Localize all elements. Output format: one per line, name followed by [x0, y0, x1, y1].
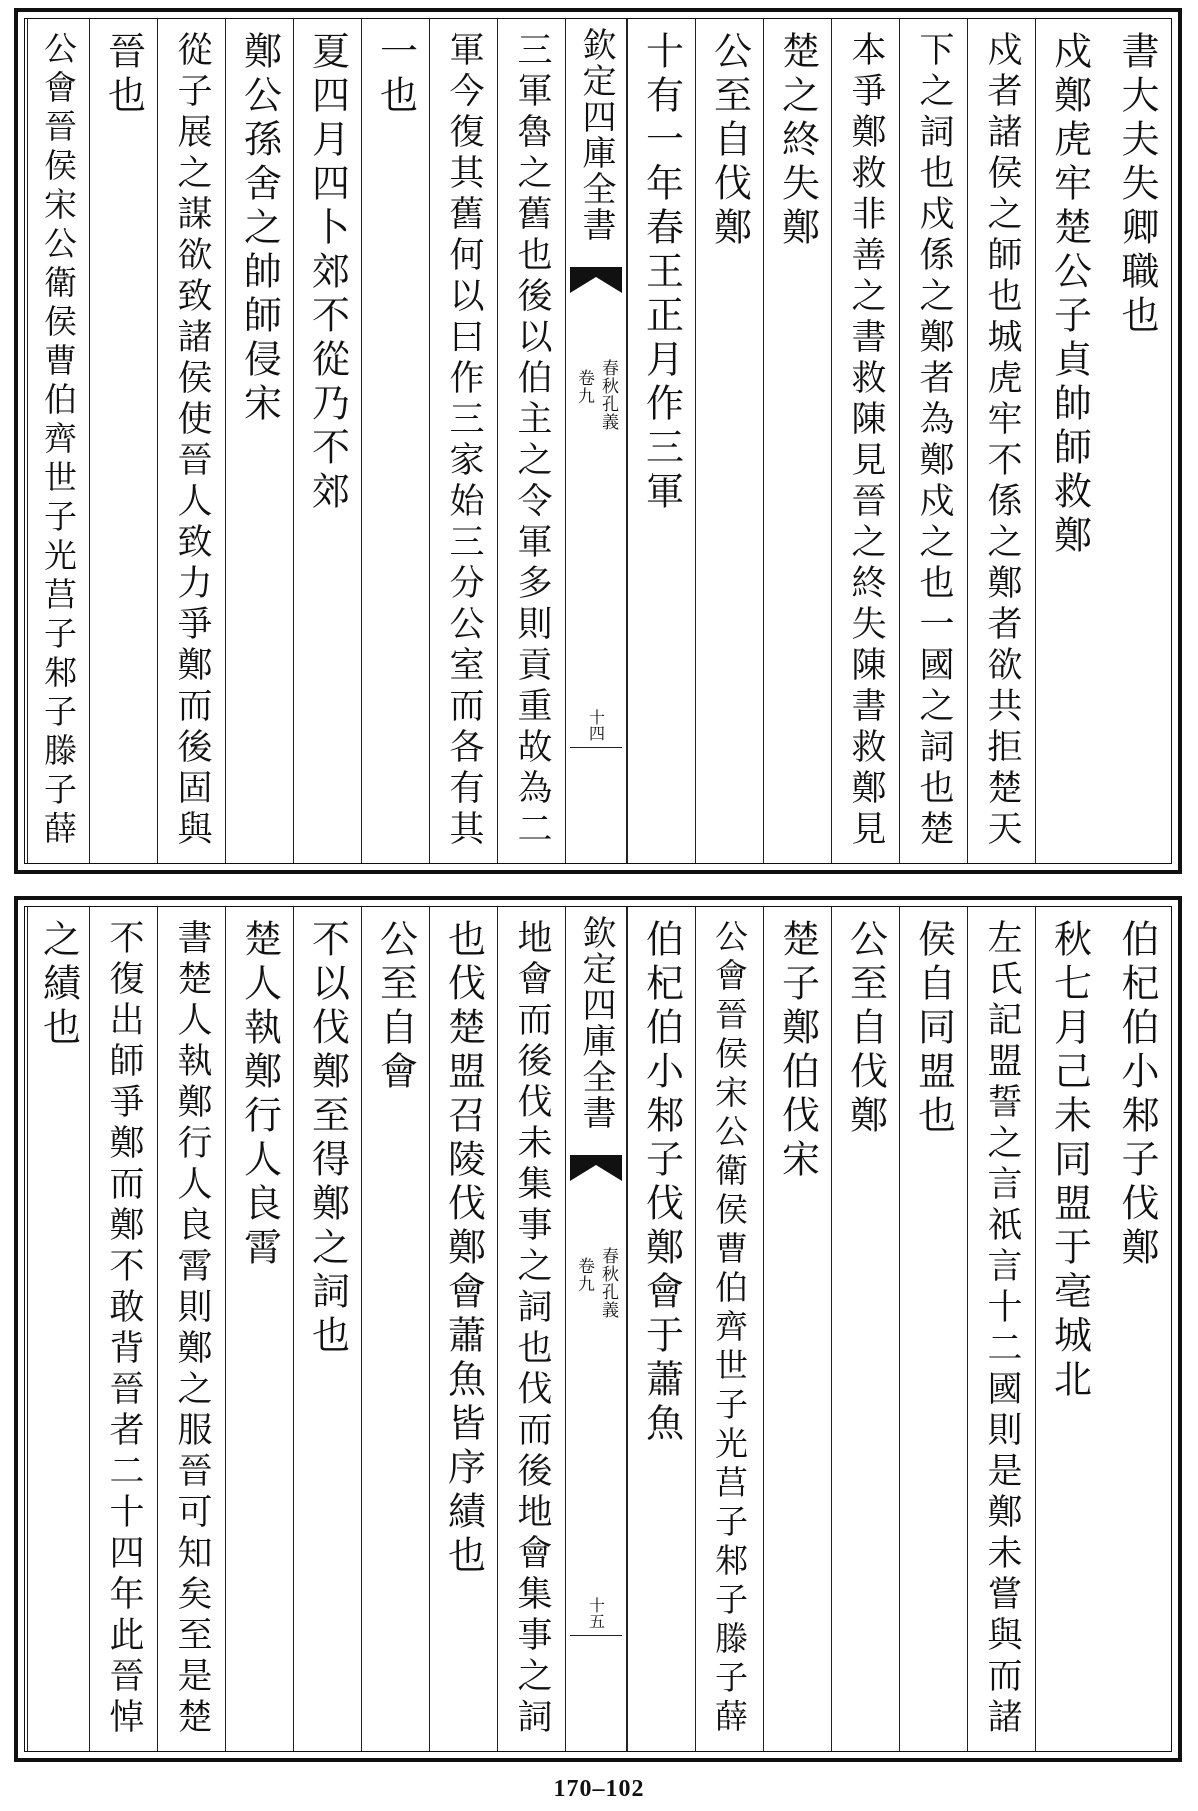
text-column: 公會晉侯宋公衛侯曹伯齊世子光莒子邾子滕子薛	[27, 19, 89, 863]
text-column: 戍鄭虎牢楚公子貞帥師救鄭	[1035, 19, 1103, 863]
page-number: 十五	[586, 1597, 606, 1629]
text-column: 書楚人執鄭行人良霄則鄭之服晉可知矣至是楚	[157, 907, 225, 1751]
center-spine	[565, 19, 627, 863]
text-column: 公會晉侯宋公衛侯曹伯齊世子光莒子邾子滕子薛	[695, 907, 763, 1751]
spine-title: 欽定四庫全書	[576, 27, 616, 243]
text-column: 伯杞伯小邾子伐鄭	[1115, 919, 1159, 1271]
text-column: 本爭鄭救非善之書救陳見晉之終失陳書救鄭見	[831, 19, 899, 863]
text-column: 侯自同盟也	[899, 907, 967, 1751]
text-column: 戍者諸侯之師也城虎牢不係之鄭者欲共拒楚天	[967, 19, 1035, 863]
text-column: 不復出師爭鄭而鄭不敢背晉者二十四年此晉悼	[89, 907, 157, 1751]
spine-rule	[570, 747, 622, 748]
fishtail-mark	[570, 1155, 622, 1181]
text-column: 地會而後伐未集事之詞也伐而後地會集事之詞	[497, 907, 565, 1751]
text-column: 楚子鄭伯伐宋	[763, 907, 831, 1751]
text-column: 書大夫失卿職也	[1115, 31, 1159, 339]
text-column: 也伐楚盟召陵伐鄭會蕭魚皆序績也	[429, 907, 497, 1751]
text-column: 公至自伐鄭	[695, 19, 763, 863]
top-page-frame	[24, 18, 1172, 864]
spine-volume: 卷九	[574, 369, 594, 405]
text-column: 不以伐鄭至得鄭之詞也	[293, 907, 361, 1751]
bottom-page-frame	[24, 906, 1172, 1752]
center-spine	[565, 907, 627, 1751]
text-column: 楚之終失鄭	[763, 19, 831, 863]
bottom-page	[14, 896, 1182, 1762]
text-column: 公至自會	[361, 907, 429, 1751]
top-page	[14, 8, 1182, 874]
spine-book-title: 春秋孔義	[598, 1247, 618, 1319]
spine-book-title: 春秋孔義	[598, 359, 618, 431]
text-column: 晉也	[89, 19, 157, 863]
text-column: 左氏記盟誓之言祇言十二國則是鄭未嘗與而諸	[967, 907, 1035, 1751]
text-column: 伯杞伯小邾子伐鄭會于蕭魚	[627, 907, 695, 1751]
text-column: 三軍魯之舊也後以伯主之令軍多則貢重故為二	[497, 19, 565, 863]
text-column: 之績也	[27, 907, 89, 1751]
page-number: 十四	[586, 709, 606, 741]
spine-rule	[570, 1635, 622, 1636]
text-column: 公至自伐鄭	[831, 907, 899, 1751]
text-column: 秋七月己未同盟于亳城北	[1035, 907, 1103, 1751]
text-column: 十有一年春王正月作三軍	[627, 19, 695, 863]
text-column: 楚人執鄭行人良霄	[225, 907, 293, 1751]
fishtail-mark	[570, 267, 622, 293]
text-column: 鄭公孫舍之帥師侵宋	[225, 19, 293, 863]
spine-title: 欽定四庫全書	[576, 915, 616, 1131]
text-column: 下之詞也戍係之鄭者為鄭戍之也一國之詞也楚	[899, 19, 967, 863]
page-footer-number: 170–102	[553, 1776, 645, 1802]
text-column: 一也	[361, 19, 429, 863]
text-column: 軍今復其舊何以曰作三家始三分公室而各有其	[429, 19, 497, 863]
text-column: 從子展之謀欲致諸侯使晉人致力爭鄭而後固與	[157, 19, 225, 863]
text-column: 夏四月四卜郊不從乃不郊	[293, 19, 361, 863]
spine-volume: 卷九	[574, 1257, 594, 1293]
